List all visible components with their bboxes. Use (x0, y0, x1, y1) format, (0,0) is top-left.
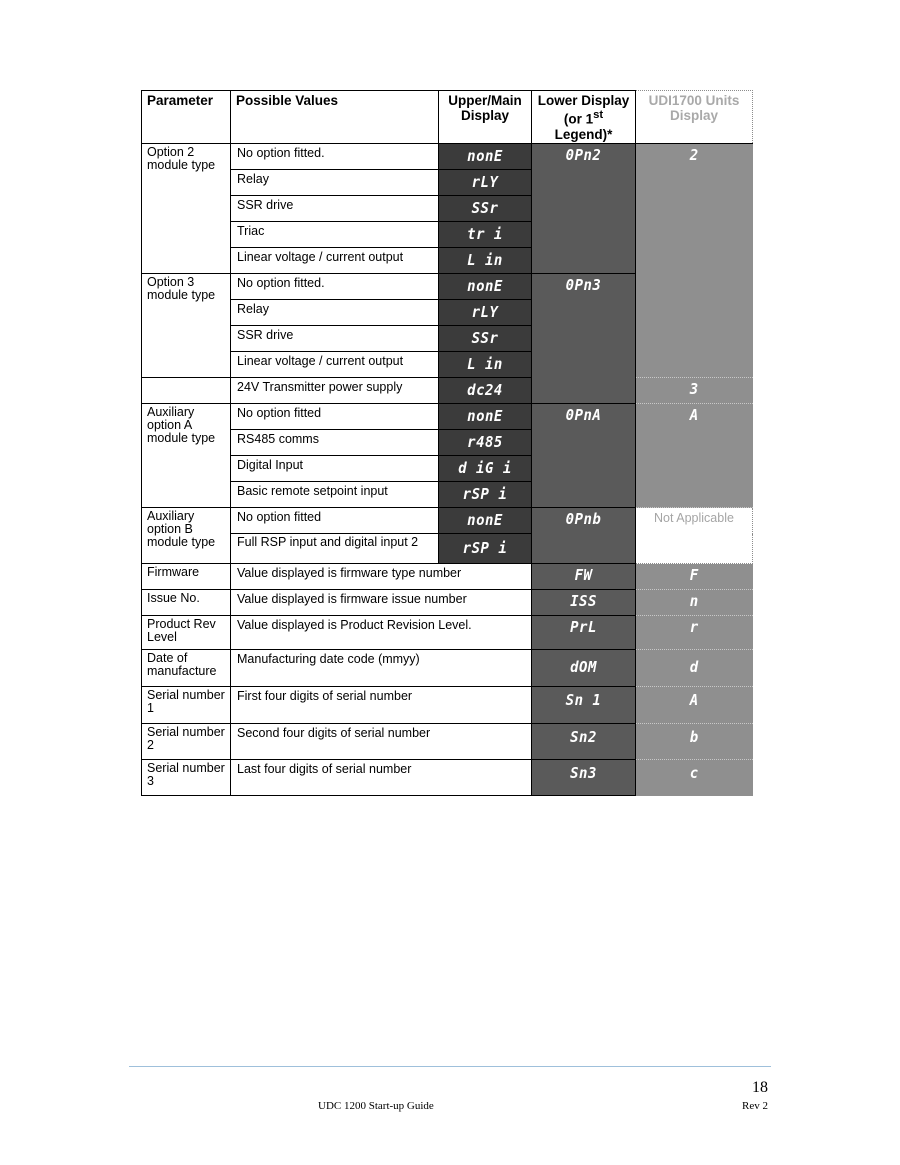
udi-display-value: 3 (689, 381, 699, 399)
param-option-3-continued (142, 378, 231, 404)
lower-display-value: Sn 1 (565, 692, 602, 710)
lower-display-value: 0Pnb (565, 511, 602, 529)
upper-display-value: nonE (467, 408, 503, 425)
upper-display-cell (439, 274, 532, 300)
lower-display-value: dOM (570, 659, 597, 677)
lower-display-value: FW (574, 567, 593, 585)
upper-display-value: nonE (467, 512, 503, 529)
upper-display-value: tr i (467, 226, 503, 243)
param-option-3: Option 3 module type (142, 274, 231, 378)
udi-display-cell (636, 404, 753, 508)
udi-display-cell (636, 378, 753, 404)
value-cell: Second four digits of serial number (231, 724, 532, 760)
header-udi1700-units-display: UDI1700 Units Display (636, 91, 753, 144)
value-cell: No option fitted (231, 404, 439, 430)
table-row (142, 650, 753, 687)
upper-display-cell (439, 430, 532, 456)
lower-display-cell (532, 144, 636, 274)
value-cell: Relay (231, 170, 439, 196)
upper-display-cell (439, 300, 532, 326)
table-header-row (142, 91, 753, 144)
table-row (142, 378, 753, 404)
lower-display-cell (532, 590, 636, 616)
value-cell: No option fitted (231, 508, 439, 534)
udi-display-cell (636, 144, 753, 378)
param-date-of-manufacture: Date of manufacture (142, 650, 231, 687)
value-cell: SSR drive (231, 196, 439, 222)
header-lower-text: Lower Display (or 1 (537, 93, 630, 127)
lower-display-cell (532, 274, 636, 404)
footer-guide-title: UDC 1200 Start-up Guide (318, 1100, 434, 1112)
table-row (142, 144, 753, 170)
upper-display-cell (439, 534, 532, 564)
header-lower-text-end: Legend)* (554, 126, 613, 142)
value-cell: Value displayed is Product Revision Level. (231, 616, 532, 650)
upper-display-value: rSP i (462, 540, 508, 557)
udi-not-applicable: Not Applicable (636, 508, 753, 564)
lower-display-cell (532, 404, 636, 508)
upper-display-cell (439, 326, 532, 352)
value-cell: Relay (231, 300, 439, 326)
lower-display-value: Sn2 (570, 729, 597, 747)
upper-display-cell (439, 144, 532, 170)
header-lower-superscript: st (593, 109, 604, 121)
udi-display-value: n (689, 593, 699, 611)
udi-display-cell (636, 724, 753, 760)
upper-display-cell (439, 482, 532, 508)
lower-display-cell (532, 687, 636, 724)
footer-revision: Rev 2 (742, 1100, 768, 1112)
udi-display-cell (636, 590, 753, 616)
header-possible-values: Possible Values (231, 91, 439, 144)
upper-display-value: SSr (471, 330, 499, 347)
udi-display-value: F (689, 567, 699, 585)
lower-display-value: PrL (570, 619, 597, 637)
upper-display-value: SSr (471, 200, 499, 217)
param-option-2: Option 2 module type (142, 144, 231, 274)
lower-display-cell (532, 650, 636, 687)
upper-display-value: d iG i (458, 460, 512, 477)
udi-display-cell (636, 760, 753, 796)
lower-display-value: 0PnA (565, 407, 602, 425)
upper-display-cell (439, 248, 532, 274)
value-cell: First four digits of serial number (231, 687, 532, 724)
upper-display-value: nonE (467, 278, 503, 295)
param-serial-number-2: Serial number 2 (142, 724, 231, 760)
upper-display-value: rSP i (462, 486, 508, 503)
upper-display-cell (439, 456, 532, 482)
upper-display-value: L in (467, 356, 503, 373)
parameter-table (141, 90, 753, 796)
upper-display-cell (439, 170, 532, 196)
value-cell: Full RSP input and digital input 2 (231, 534, 439, 564)
upper-display-value: r485 (467, 434, 503, 451)
param-issue-no: Issue No. (142, 590, 231, 616)
table-row (142, 404, 753, 430)
table-row (142, 564, 753, 590)
value-cell: Basic remote setpoint input (231, 482, 439, 508)
udi-display-value: r (689, 619, 699, 637)
lower-display-cell (532, 564, 636, 590)
value-cell: SSR drive (231, 326, 439, 352)
value-cell: Linear voltage / current output (231, 248, 439, 274)
upper-display-value: dc24 (467, 382, 503, 399)
lower-display-value: Sn3 (570, 765, 597, 783)
value-cell: No option fitted. (231, 144, 439, 170)
udi-display-value: A (689, 407, 699, 425)
udi-display-cell (636, 616, 753, 650)
table-row (142, 687, 753, 724)
udi-display-value: c (689, 765, 699, 783)
param-serial-number-1: Serial number 1 (142, 687, 231, 724)
lower-display-cell (532, 724, 636, 760)
value-cell: Triac (231, 222, 439, 248)
upper-display-cell (439, 222, 532, 248)
udi-display-cell (636, 687, 753, 724)
value-cell: Linear voltage / current output (231, 352, 439, 378)
value-cell: Digital Input (231, 456, 439, 482)
value-cell: Value displayed is firmware type number (231, 564, 532, 590)
table-row (142, 724, 753, 760)
table-row (142, 616, 753, 650)
lower-display-cell (532, 508, 636, 564)
udi-display-value: A (689, 692, 699, 710)
value-cell: 24V Transmitter power supply (231, 378, 439, 404)
footer-divider (129, 1066, 771, 1067)
header-parameter: Parameter (142, 91, 231, 144)
upper-display-value: L in (467, 252, 503, 269)
udi-display-cell (636, 650, 753, 687)
param-firmware: Firmware (142, 564, 231, 590)
header-lower-display (532, 91, 636, 144)
upper-display-value: rLY (471, 304, 499, 321)
upper-display-cell (439, 378, 532, 404)
value-cell: Value displayed is firmware issue number (231, 590, 532, 616)
value-cell: RS485 comms (231, 430, 439, 456)
value-cell: No option fitted. (231, 274, 439, 300)
table-row (142, 590, 753, 616)
lower-display-value: 0Pn3 (565, 277, 602, 295)
table-row (142, 508, 753, 534)
header-upper-main-display: Upper/Main Display (439, 91, 532, 144)
upper-display-cell (439, 196, 532, 222)
upper-display-cell (439, 508, 532, 534)
param-serial-number-3: Serial number 3 (142, 760, 231, 796)
lower-display-cell (532, 760, 636, 796)
udi-display-value: d (689, 659, 699, 677)
udi-display-value: b (689, 729, 699, 747)
lower-display-value: 0Pn2 (565, 147, 602, 165)
table-row (142, 760, 753, 796)
upper-display-cell (439, 352, 532, 378)
upper-display-value: rLY (471, 174, 499, 191)
upper-display-value: nonE (467, 148, 503, 165)
value-cell: Last four digits of serial number (231, 760, 532, 796)
upper-display-cell (439, 404, 532, 430)
value-cell: Manufacturing date code (mmyy) (231, 650, 532, 687)
param-aux-option-a: Auxiliary option A module type (142, 404, 231, 508)
param-product-rev-level: Product Rev Level (142, 616, 231, 650)
lower-display-cell (532, 616, 636, 650)
lower-display-value: ISS (570, 593, 597, 611)
udi-display-cell (636, 564, 753, 590)
param-aux-option-b: Auxiliary option B module type (142, 508, 231, 564)
page-number: 18 (752, 1079, 768, 1096)
udi-display-value: 2 (689, 147, 699, 165)
